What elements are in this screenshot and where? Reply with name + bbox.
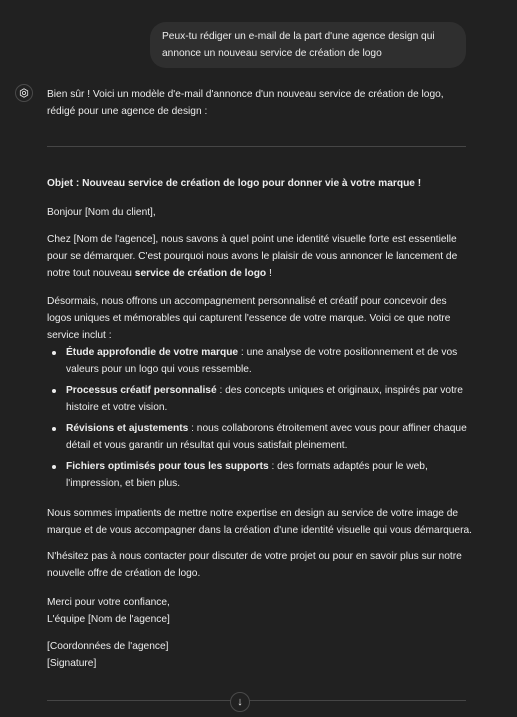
list-item bbox=[47, 382, 472, 416]
closing-line: L'équipe [Nom de l'agence] bbox=[47, 614, 170, 625]
paragraph-bold-text: service de création de logo bbox=[134, 268, 267, 279]
user-message-bubble bbox=[150, 22, 466, 68]
signature-line: [Coordonnées de l'agence] bbox=[47, 641, 169, 652]
email-signature bbox=[47, 638, 472, 672]
arrow-down-icon: ↓ bbox=[237, 696, 243, 708]
scroll-to-bottom-button[interactable] bbox=[230, 692, 250, 712]
closing-line: Merci pour votre confiance, bbox=[47, 597, 170, 608]
list-item-text: : des concepts uniques et originaux, inspirés par votre histoire et votre vision. bbox=[66, 385, 463, 413]
divider bbox=[47, 146, 466, 147]
divider bbox=[47, 700, 466, 701]
email-subject: Objet : Nouveau service de création de logo pour donner vie à votre marque ! bbox=[47, 178, 422, 189]
email-greeting: Bonjour [Nom du client], bbox=[47, 207, 156, 218]
email-paragraph-1 bbox=[47, 231, 472, 282]
signature-line: [Signature] bbox=[47, 658, 97, 669]
email-paragraph-4: N'hésitez pas à nous contacter pour discuter de votre projet ou pour en savoir plus sur notre nouvelle offre de création de logo. bbox=[47, 551, 462, 579]
assistant-intro: Bien sûr ! Voici un modèle d'e-mail d'annonce d'un nouveau service de création de logo, rédigé pour une agence de design : bbox=[47, 89, 444, 117]
list-item bbox=[47, 420, 472, 454]
email-paragraph-3: Nous sommes impatients de mettre notre expertise en design au service de votre image de marque et de vous accompagner dans la création d'une identité visuelle qui vous démarquera. bbox=[47, 508, 472, 536]
paragraph-text: Chez [Nom de l'agence], nous savons à quel point une identité visuelle forte est essentielle pour se démarquer. C'est pourquoi nous avons le plaisir de vous annoncer le lancement de notre tout nouveau bbox=[47, 234, 458, 279]
list-item-text: : une analyse de votre positionnement et de vos valeurs pour un logo qui vous ressemble. bbox=[66, 347, 458, 375]
list-item-title: Révisions et ajustements bbox=[66, 423, 189, 434]
list-item-title: Étude approfondie de votre marque bbox=[66, 347, 239, 358]
list-item bbox=[47, 458, 472, 492]
email-paragraph-2: Désormais, nous offrons un accompagnement personnalisé et créatif pour concevoir des logos uniques et mémorables qui capturent l'essence de votre marque. Voici ce que notre service inclut : bbox=[47, 296, 451, 341]
list-item-text: : nous collaborons étroitement avec vous pour affiner chaque détail et vous garantir un résultat qui vous satisfait pleinement. bbox=[66, 423, 467, 451]
paragraph-text: ! bbox=[266, 268, 272, 279]
email-closing bbox=[47, 594, 472, 628]
list-item-title: Processus créatif personnalisé bbox=[66, 385, 217, 396]
user-message-text: Peux-tu rédiger un e-mail de la part d'une agence design qui annonce un nouveau service de création de logo bbox=[162, 31, 435, 59]
list-item bbox=[47, 344, 472, 378]
list-item-text: : des formats adaptés pour le web, l'impression, et bien plus. bbox=[66, 461, 428, 489]
feature-list bbox=[47, 344, 472, 496]
list-item-title: Fichiers optimisés pour tous les supports bbox=[66, 461, 269, 472]
openai-logo-icon bbox=[15, 84, 33, 102]
